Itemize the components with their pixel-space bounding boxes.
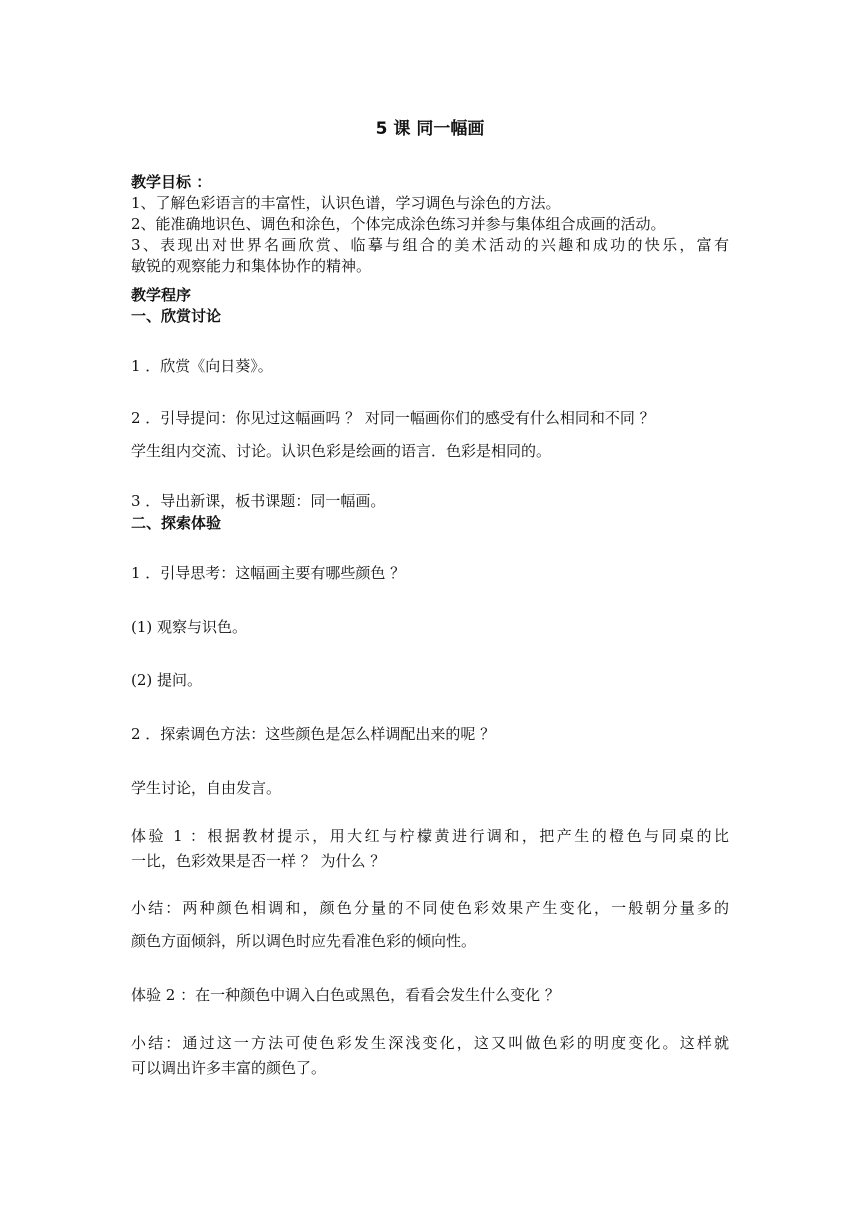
section-heading: 一、欣赏讨论 xyxy=(131,307,222,325)
objective-item-continued: 敏锐的观察能力和集体协作的精神。 xyxy=(131,257,372,275)
paragraph: 1 ．欣赏《向日葵》。 xyxy=(131,357,273,375)
objectives-heading: 教学目标 ： xyxy=(131,173,212,191)
paragraph: 学生讨论，自由发言。 xyxy=(131,779,282,797)
paragraph: (2) 提问。 xyxy=(131,671,203,689)
paragraph: 体验 1 ：根据教材提示，用大红与柠檬黄进行调和，把产生的橙色与同桌的比 xyxy=(131,827,729,845)
procedure-heading: 教学程序 xyxy=(131,286,192,304)
paragraph: 颜色方面倾斜，所以调色时应先看准色彩的倾向性。 xyxy=(131,932,477,950)
paragraph: 一比，色彩效果是否一样 ？ 为什么 ？ xyxy=(131,852,386,870)
paragraph: 可以调出许多丰富的颜色了。 xyxy=(131,1059,327,1077)
objective-item: 2、能准确地识色、调色和涂色，个体完成涂色练习并参与集体组合成画的活动。 xyxy=(131,215,666,233)
paragraph: 小结：通过这一方法可使色彩发生深浅变化，这又叫做色彩的明度变化。这样就 xyxy=(131,1034,729,1052)
paragraph: 学生组内交流、讨论。认识色彩是绘画的语言．色彩是相同的。 xyxy=(131,442,552,460)
page-title: 5 课 同一幅画 xyxy=(375,119,485,139)
paragraph: 体验 2 ：在一种颜色中调入白色或黑色，看看会发生什么变化 ？ xyxy=(131,986,560,1004)
section-heading: 二、探索体验 xyxy=(131,514,222,532)
paragraph: 1 ．引导思考：这幅画主要有哪些颜色 ？ xyxy=(131,564,406,582)
paragraph: 小结：两种颜色相调和，颜色分量的不同使色彩效果产生变化，一般朝分量多的 xyxy=(131,899,729,917)
paragraph: (1) 观察与识色。 xyxy=(131,618,248,636)
paragraph: 3 ．导出新课，板书课题：同一幅画。 xyxy=(131,492,386,510)
objective-item: 3、表现出对世界名画欣赏、临摹与组合的美术活动的兴趣和成功的快乐，富有 xyxy=(131,236,729,254)
paragraph: 2 ．引导提问：你见过这幅画吗 ？ 对同一幅画你们的感受有什么相同和不同 ？ xyxy=(131,409,655,427)
paragraph: 2 ．探索调色方法：这些颜色是怎么样调配出来的呢 ？ xyxy=(131,725,496,743)
objective-item: 1、了解色彩语言的丰富性，认识色谱，学习调色与涂色的方法。 xyxy=(131,194,561,212)
